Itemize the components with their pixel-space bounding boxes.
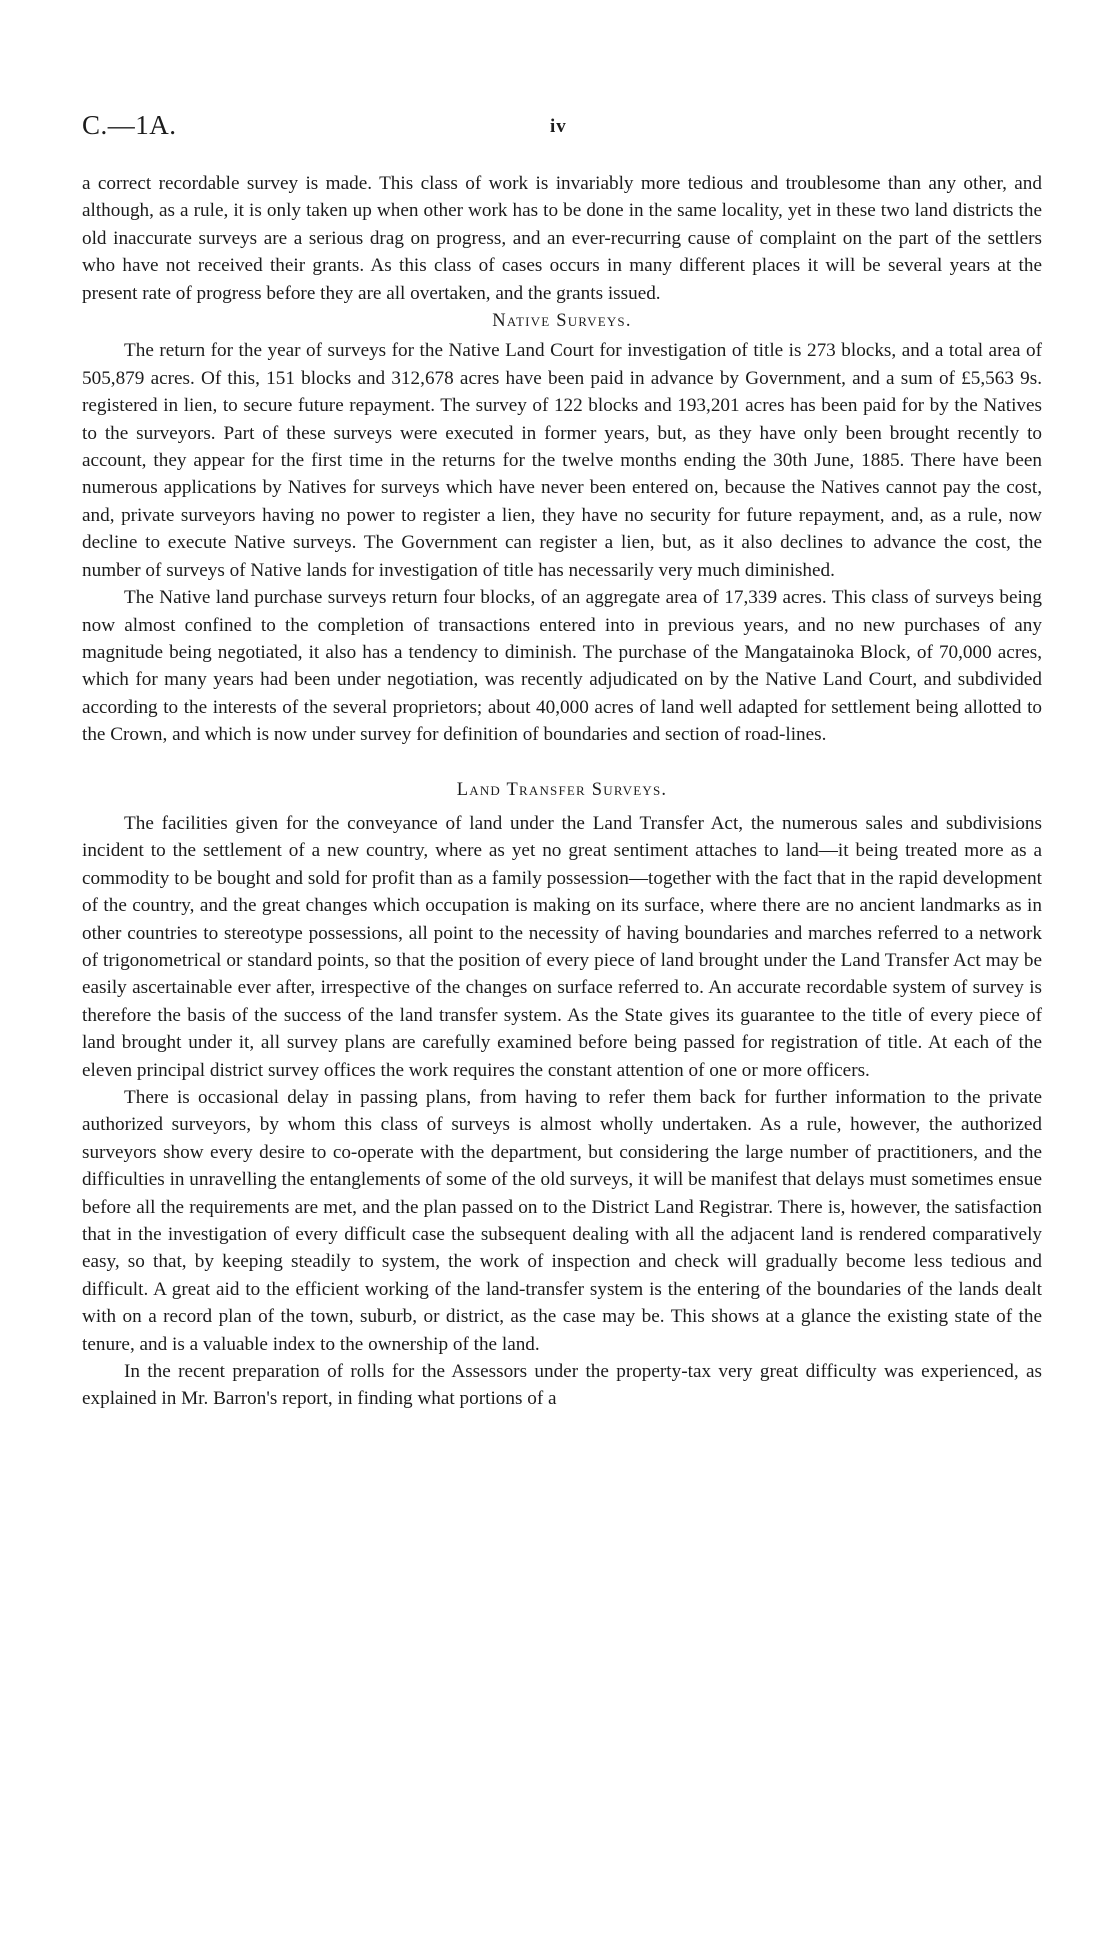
page-number: iv (550, 116, 567, 137)
paragraph-assessor-rolls: In the recent preparation of rolls for the Assessors under the property-tax very great difficulty was experienced, as explained in Mr. Barron's report, in finding what portions of a (82, 1361, 1042, 1410)
paragraph-land-transfer-facilities: The facilities given for the conveyance of land under the Land Transfer Act, the numerous sales and subdivisions incident to the settlement of a new country, where as yet no great sentiment attaches to land—it being treated more as a commodity to be bought and sold for profit than as a family possession—together with the fact that in the rapid development of the country, and the great changes which occupation is making on its surface, where there are no ancient landmarks as in other countries to stereotype possessions, all point to the necessity of having boundaries and marches referred to a network of trigonometrical or standard points, so that the position of every piece of land brought under the Land Transfer Act may be easily ascertainable ever after, irrespective of the changes on surface referred to. An accurate recordable system of survey is therefore the basis of the success of the land transfer system. As the State gives its guarantee to the title of every piece of land brought under it, all survey plans are carefully examined before being passed for registration of title. At each of the eleven principal district survey offices the work requires the constant attention of one or more officers. (82, 812, 1042, 1081)
paragraph-native-court-surveys: The return for the year of surveys for the Native Land Court for investigation of title is 273 blocks, and a total area of 505,879 acres. Of this, 151 blocks and 312,678 acres have been paid in advance by Government, and a sum of £5,563 9s. registered in lien, to secure future repayment. The survey of 122 blocks and 193,201 acres has been paid for by the Natives to the surveyors. Part of these surveys were executed in former years, but, as they have only been brought recently to account, they appear for the first time in the returns for the twelve months ending the 30th June, 1885. There have been numerous applications by Natives for surveys which have never been entered on, because the Natives cannot pay the cost, and, private surveyors having no power to register a lien, they have no security for future repayment, and, as a rule, now decline to execute Native surveys. The Government can register a lien, but, as it also declines to advance the cost, the number of surveys of Native lands for investigation of title has necessarily very much diminished. (82, 340, 1042, 581)
running-header (82, 110, 1032, 150)
paragraph-plan-delays: There is occasional delay in passing plans, from having to refer them back for further information to the private authorized surveyors, by whom this class of surveys is almost wholly undertaken. As a rule, however, the authorized surveyors show every desire to co-operate with the department, but considering the large number of practitioners, and the difficulties in unravelling the entanglements of some of the old surveys, it will be manifest that delays must sometimes ensue before all the requirements are met, and the plan passed on to the District Land Registrar. There is, however, the satisfaction that in the investigation of every difficult case the subsequent dealing with all the adjacent land is rendered comparatively easy, so that, by keeping steadily to system, the work of inspection and check will gradually become less tedious and difficult. A great aid to the efficient working of the land-transfer system is the entering of the boundaries of the lands dealt with on a record plan of the town, suburb, or district, as the case may be. This shows at a glance the existing state of the tenure, and is a valuable index to the ownership of the land. (82, 1087, 1042, 1355)
document-reference: C.—1A. (82, 110, 177, 140)
paragraph-native-purchase-surveys: The Native land purchase surveys return four blocks, of an aggregate area of 17,339 acres. This class of surveys being now almost confined to the completion of transactions entered into in previous years, and no new purchases of any magnitude being negotiated, it also has a tendency to diminish. The purchase of the Mangatainoka Block, of 70,000 acres, which for many years had been under negotiation, was recently adjudicated on by the Native Land Court, and subdivided according to the interests of the several proprietors; about 40,000 acres of land well adapted for settlement being allotted to the Crown, and which is now under survey for definition of boundaries and section of road-lines. (82, 587, 1042, 746)
heading-native-surveys: Native Surveys. (492, 311, 632, 332)
heading-land-transfer-surveys: Land Transfer Surveys. (456, 779, 668, 800)
body-text (82, 170, 1042, 1413)
paragraph-continued: a correct recordable survey is made. This class of work is invariably more tedious and troublesome than any other, and although, as a rule, it is only taken up when other work has to be done in the same locality, yet in these two land districts the old inaccurate surveys are a serious drag on progress, and an ever-recurring cause of complaint on the part of the settlers who have not received their grants. As this class of cases occurs in many different places it will be several years at the present rate of progress before they are all overtaken, and the grants issued. (82, 173, 1042, 304)
